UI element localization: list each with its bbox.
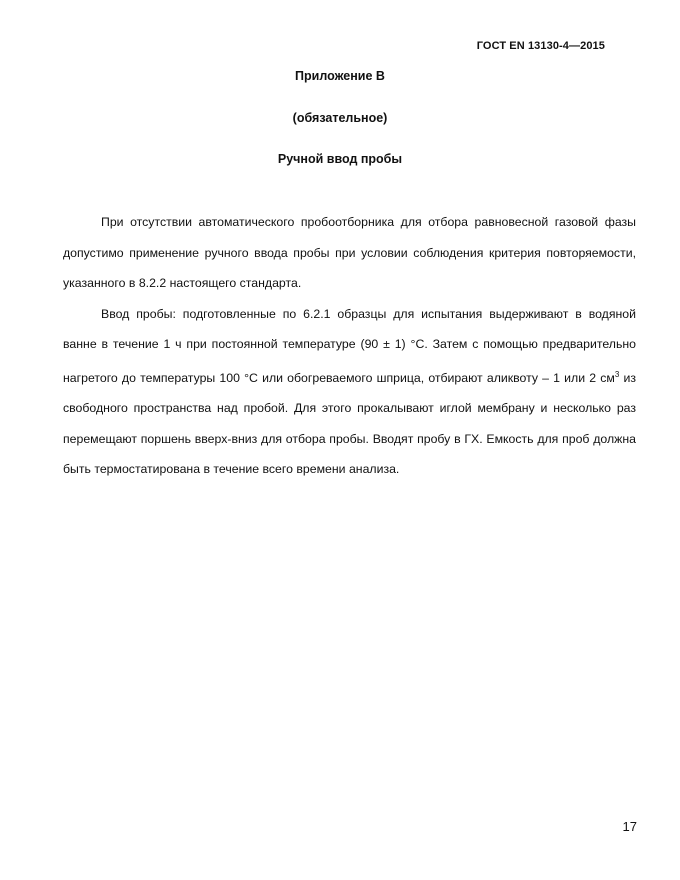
appendix-title: Приложение В (295, 69, 385, 83)
paragraph-1: При отсутствии автоматического пробоотборника для отбора равновесной газовой фазы допустимо применение ручного ввода пробы при условии соблюдения критерия повторяемости, указанного в 8.2.2 настоящего стандарта. (63, 215, 636, 290)
appendix-status: (обязательное) (292, 111, 388, 125)
document-code: ГОСТ EN 13130-4—2015 (476, 40, 605, 52)
superscript-cubic: 3 (614, 369, 620, 379)
appendix-subject: Ручной ввод пробы (277, 152, 403, 166)
paragraph-2-part-1: Ввод пробы: подготовленные по 6.2.1 образцы для испытания выдерживают в водяной ванне в течение 1 ч при постоянной температуре (90 ± 1) °С. Затем с помощью предварительно нагретого до температуры 100 °С или обогреваемого шприца, отбирают аликвоту – 1 или 2 см (63, 306, 636, 385)
paragraph-2-part-2: из свободного пространства над пробой. Для этого прокалывают иглой мембрану и несколько раз перемещают поршень вверх-вниз для отбора пробы. Вводят пробу в ГХ. Емкость для проб должна быть термостатирована в течение всего времени анализа. (63, 370, 636, 477)
page-number: 17 (622, 819, 637, 834)
paragraph-2 (63, 299, 636, 485)
body-text (63, 207, 636, 485)
